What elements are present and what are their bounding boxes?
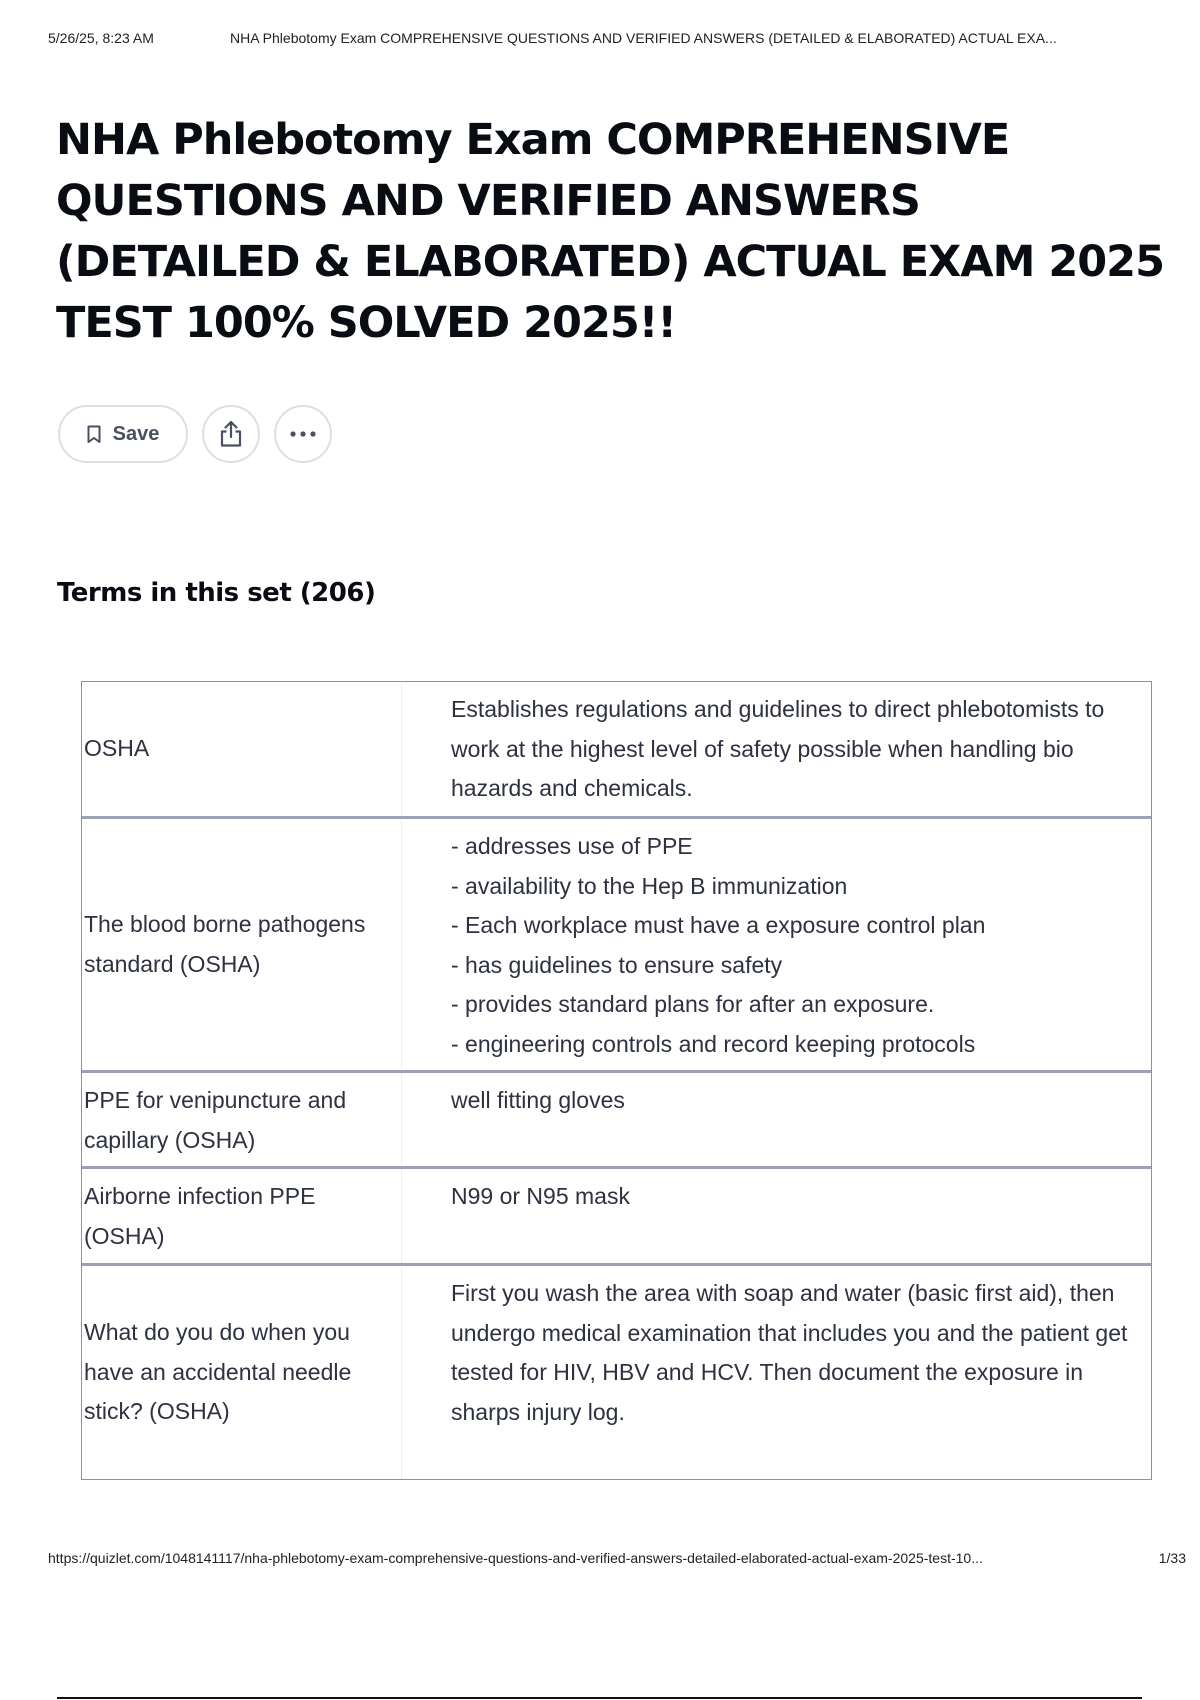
definition-line: - has guidelines to ensure safety bbox=[451, 951, 783, 978]
print-header bbox=[48, 30, 1160, 46]
definition-text bbox=[402, 1266, 1151, 1479]
definition-line: - provides standard plans for after an exposure. bbox=[451, 991, 935, 1017]
page-title: NHA Phlebotomy Exam COMPREHENSIVE QUESTIONS AND VERIFIED ANSWERS (DETAILED & ELABORATED) ACTUAL EXAM 2025 TEST 100% SOLVED 2025!! bbox=[56, 115, 1165, 348]
term-text: Airborne infection PPE (OSHA) bbox=[82, 1169, 402, 1263]
term-text: OSHA bbox=[82, 682, 402, 816]
definition-text bbox=[402, 1169, 1151, 1263]
definition-line: N99 or N95 mask bbox=[451, 1183, 630, 1209]
term-row bbox=[82, 1166, 1151, 1263]
term-text: PPE for venipuncture and capillary (OSHA) bbox=[82, 1073, 402, 1166]
terms-table bbox=[81, 681, 1152, 1480]
bottom-divider bbox=[57, 1697, 1142, 1699]
definition-text bbox=[402, 1073, 1151, 1166]
definition-line: First you wash the area with soap and water (basic first aid), then undergo medical examination that includes you and the patient get tested for HIV, HBV and HCV. Then document the exposure in sharps injury log. bbox=[451, 1280, 1128, 1425]
definition-text bbox=[402, 819, 1151, 1070]
more-options-button[interactable] bbox=[274, 405, 332, 463]
more-icon bbox=[289, 430, 317, 438]
term-row bbox=[82, 816, 1151, 1070]
definition-line: - availability to the Hep B immunization bbox=[451, 872, 848, 899]
definition-line: - engineering controls and record keeping protocols bbox=[451, 1030, 976, 1057]
term-text: The blood borne pathogens standard (OSHA) bbox=[82, 819, 402, 1070]
save-button[interactable] bbox=[58, 405, 188, 463]
definition-line: well fitting gloves bbox=[451, 1087, 625, 1113]
print-date: 5/26/25, 8:23 AM bbox=[48, 30, 154, 46]
term-row bbox=[82, 682, 1151, 816]
term-text: What do you do when you have an accidental needle stick? (OSHA) bbox=[82, 1266, 402, 1479]
definition-line: - addresses use of PPE bbox=[451, 833, 693, 859]
save-label: Save bbox=[112, 422, 160, 445]
share-button[interactable] bbox=[202, 405, 260, 463]
term-row bbox=[82, 1070, 1151, 1166]
print-footer bbox=[48, 1550, 1186, 1566]
page-number: 1/33 bbox=[1158, 1550, 1186, 1566]
definition-line: Establishes regulations and guidelines to direct phlebotomists to work at the highest level of safety possible when handling bio hazards and chemicals. bbox=[451, 696, 1105, 801]
bookmark-icon bbox=[87, 425, 101, 444]
definition-line: - Each workplace must have a exposure control plan bbox=[451, 912, 986, 938]
term-row bbox=[82, 1263, 1151, 1479]
definition-text bbox=[402, 682, 1151, 816]
share-icon bbox=[218, 420, 244, 448]
action-bar bbox=[58, 405, 332, 463]
page-url: https://quizlet.com/1048141117/nha-phlebotomy-exam-comprehensive-questions-and-verified-answers-detailed-elaborated-actual-exam-2025-test-10... bbox=[48, 1550, 983, 1566]
print-doc-title: NHA Phlebotomy Exam COMPREHENSIVE QUESTIONS AND VERIFIED ANSWERS (DETAILED & ELABORATED) ACTUAL EXA... bbox=[230, 30, 1057, 46]
terms-heading: Terms in this set (206) bbox=[57, 578, 376, 608]
